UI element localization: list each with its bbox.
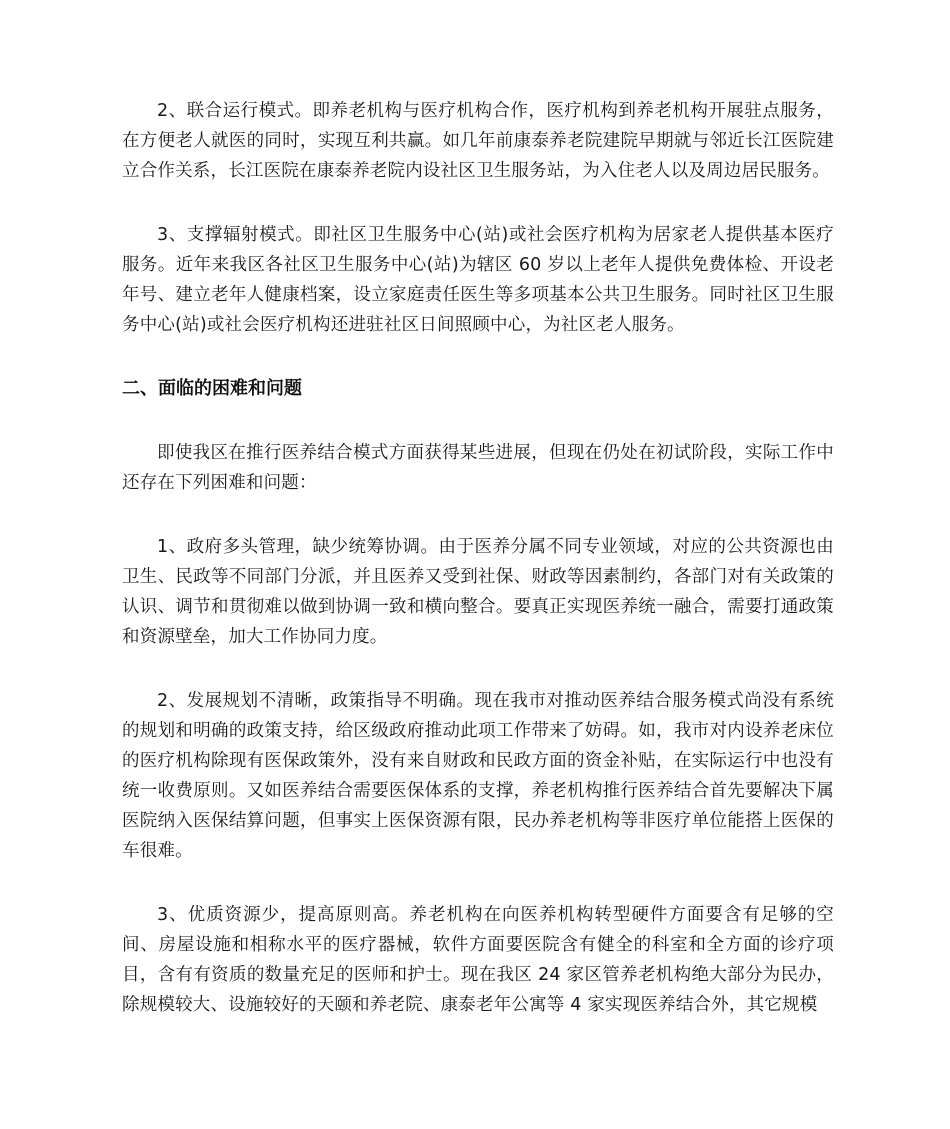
section-heading-difficulties: 二、面临的困难和问题 bbox=[122, 378, 302, 399]
paragraph-limited-resources: 3、优质资源少，提高原则高。养老机构在向医养机构转型硬件方面要含有足够的空间、房屋设施和相称水平的医疗器械，软件方面要医院含有健全的科室和全方面的诊疗项目，含有有资质的数量充足的医师和护士。现在我区 24 家区管养老机构绝大部分为民办，除规模较大、设施较好的天颐和养老院、康泰老年公寓等 4 家实现医养结合外，其它规模 bbox=[122, 905, 834, 1015]
document-body bbox=[122, 96, 834, 1054]
paragraph-support-radiation-mode: 3、支撑辐射模式。即社区卫生服务中心(站)或社会医疗机构为居家老人提供基本医疗服务。近年来我区各社区卫生服务中心(站)为辖区 60 岁以上老年人提供免费体检、开设老年号、建立老年人健康档案，设立家庭责任医生等多项基本公共卫生服务。同时社区卫生服务中心(站)或社会医疗机构还进驻社区日间照顾中心，为社区老人服务。 bbox=[122, 225, 834, 335]
paragraph-joint-operation-mode: 2、联合运行模式。即养老机构与医疗机构合作，医疗机构到养老机构开展驻点服务，在方便老人就医的同时，实现互利共赢。如几年前康泰养老院建院早期就与邻近长江医院建立合作关系，长江医院在康泰养老院内设社区卫生服务站，为入住老人以及周边居民服务。 bbox=[122, 101, 834, 181]
paragraph-multi-department-management: 1、政府多头管理，缺少统筹协调。由于医养分属不同专业领域，对应的公共资源也由卫生、民政等不同部门分派，并且医养又受到社保、财政等因素制约，各部门对有关政策的认识、调节和贯彻难以做到协调一致和横向整合。要真正实现医养统一融合，需要打通政策和资源壁垒，加大工作协同力度。 bbox=[122, 537, 834, 647]
paragraph-difficulties-intro: 即使我区在推行医养结合模式方面获得某些进展，但现在仍处在初试阶段，实际工作中还存在下列困难和问题： bbox=[122, 443, 834, 493]
paragraph-unclear-planning: 2、发展规划不清晰，政策指导不明确。现在我市对推动医养结合服务模式尚没有系统的规划和明确的政策支持，给区级政府推动此项工作带来了妨碍。如，我市对内设养老床位的医疗机构除现有医保政策外，没有来自财政和民政方面的资金补贴，在实际运行中也没有统一收费原则。又如医养结合需要医保体系的支撑，养老机构推行医养结合首先要解决下属医院纳入医保结算问题，但事实上医保资源有限，民办养老机构等非医疗单位能搭上医保的车很难。 bbox=[122, 691, 834, 861]
